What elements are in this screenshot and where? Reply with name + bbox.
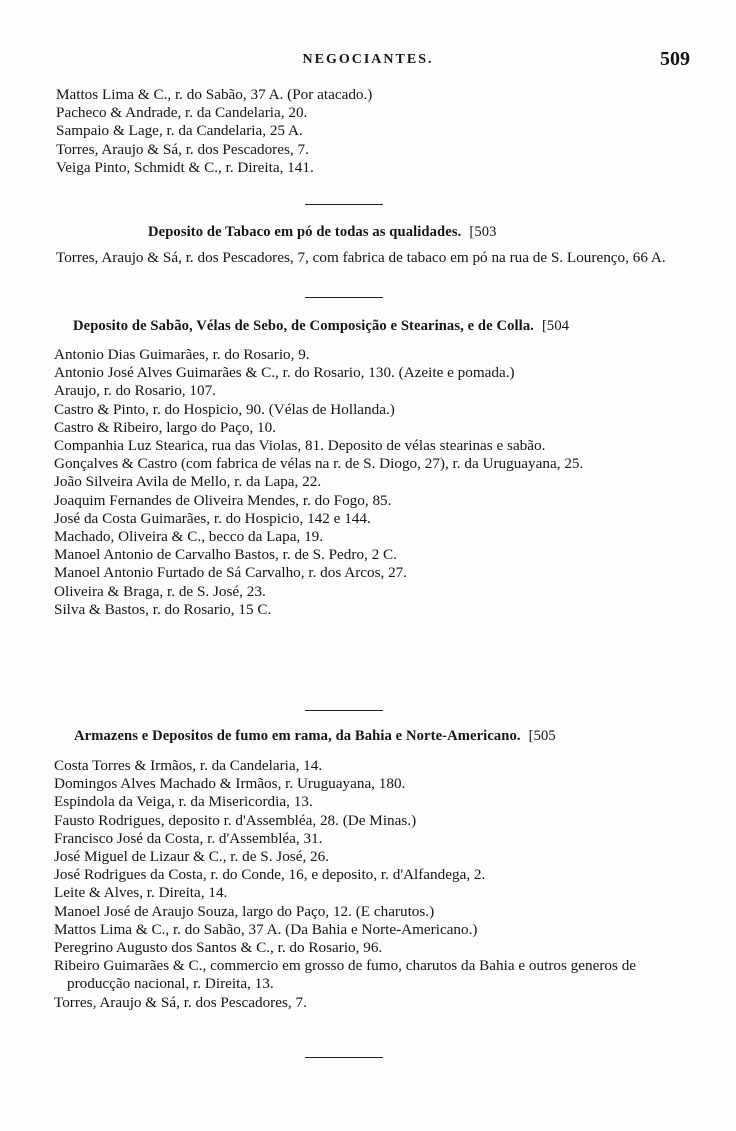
list-entry: Manoel José de Araujo Souza, largo do Paço, 12. (E charutos.) (54, 902, 435, 920)
section-code: [505 (528, 728, 556, 744)
list-entry: Castro & Pinto, r. do Hospicio, 90. (Vélas de Hollanda.) (54, 400, 395, 418)
list-entry: Mattos Lima & C., r. do Sabão, 37 A. (Por atacado.) (56, 86, 373, 103)
section-code: [504 (541, 318, 570, 334)
section-code: [503 (469, 224, 497, 240)
section-505-list (54, 757, 686, 1012)
list-entry: João Silveira Avila de Mello, r. da Lapa, 22. (54, 473, 322, 491)
list-entry: José Rodrigues da Costa, r. do Conde, 16, e deposito, r. d'Alfandega, 2. (54, 866, 486, 884)
list-entry: Mattos Lima & C., r. do Sabão, 37 A. (Da Bahia e Norte-Americano.) (54, 920, 478, 938)
section-divider (305, 710, 383, 711)
list-entry: Silva & Bastos, r. do Rosario, 15 C. (54, 600, 272, 618)
section-heading-503 (148, 224, 497, 241)
list-entry: Domingos Alves Machado & Irmãos, r. Uruguayana, 180. (54, 775, 406, 793)
running-title: NEGOCIANTES. (302, 52, 434, 67)
list-entry: Veiga Pinto, Schmidt & C., r. Direita, 141. (56, 158, 314, 176)
list-entry: Castro & Ribeiro, largo do Paço, 10. (54, 418, 277, 436)
list-entry: Companhia Luz Stearica, rua das Violas, 81. Deposito de vélas stearinas e sabão. (54, 437, 546, 455)
list-entry: Antonio José Alves Guimarães & C., r. do Rosario, 130. (Azeite e pomada.) (54, 364, 515, 382)
list-entry: Fausto Rodrigues, deposito r. d'Assembléa, 28. (De Minas.) (54, 811, 417, 829)
list-entry: Torres, Araujo & Sá, r. dos Pescadores, 7. (56, 140, 309, 158)
list-entry: Antonio Dias Guimarães, r. do Rosario, 9. (54, 346, 310, 363)
continued-list (56, 86, 696, 177)
list-entry: Machado, Oliveira & C., becco da Lapa, 19. (54, 528, 324, 546)
list-entry: Pacheco & Andrade, r. da Candelaria, 20. (56, 104, 308, 122)
list-entry: Manoel Antonio Furtado de Sá Carvalho, r. dos Arcos, 27. (54, 564, 408, 582)
list-entry: Torres, Araujo & Sá, r. dos Pescadores, 7, com fabrica de tabaco em pó na rua de S. Lourenço, 66 A. (56, 249, 666, 266)
list-entry: Costa Torres & Irmãos, r. da Candelaria, 14. (54, 757, 323, 774)
list-entry: José Miguel de Lizaur & C., r. de S. José, 26. (54, 848, 330, 866)
list-entry: Manoel Antonio de Carvalho Bastos, r. de S. Pedro, 2 C. (54, 546, 397, 564)
section-divider (305, 297, 383, 298)
section-divider (305, 204, 383, 205)
section-504-list (54, 346, 686, 619)
section-heading-text: Deposito de Sabão, Vélas de Sebo, de Composição e Stearinas, e de Colla. (73, 318, 534, 334)
list-entry: Torres, Araujo & Sá, r. dos Pescadores, 7. (54, 993, 307, 1011)
section-heading-text: Armazens e Depositos de fumo em rama, da Bahia e Norte-Americano. (74, 728, 521, 744)
list-entry: Leite & Alves, r. Direita, 14. (54, 884, 228, 902)
list-entry: Ribeiro Guimarães & C., commercio em grosso de fumo, charutos da Bahia e outros generos de producção nacional, r. Direita, 13. (54, 957, 637, 993)
list-entry: Araujo, r. do Rosario, 107. (54, 382, 216, 400)
list-entry: Oliveira & Braga, r. de S. José, 23. (54, 582, 266, 600)
section-heading-text: Deposito de Tabaco em pó de todas as qualidades. (148, 224, 462, 240)
list-entry: Joaquim Fernandes de Oliveira Mendes, r. do Fogo, 85. (54, 491, 392, 509)
page-number: 509 (660, 48, 690, 70)
section-heading-505 (74, 728, 556, 745)
list-entry: Francisco José da Costa, r. d'Assembléa, 31. (54, 829, 323, 847)
list-entry: José da Costa Guimarães, r. do Hospicio, 142 e 144. (54, 509, 371, 527)
section-divider (305, 1057, 383, 1058)
list-entry: Sampaio & Lage, r. da Candelaria, 25 A. (56, 122, 303, 140)
section-503-list (56, 249, 686, 267)
section-heading-504 (73, 318, 569, 335)
list-entry: Espindola da Veiga, r. da Misericordia, 13. (54, 793, 313, 811)
page-header (0, 48, 736, 72)
list-entry: Peregrino Augusto dos Santos & C., r. do Rosario, 96. (54, 939, 383, 957)
list-entry: Gonçalves & Castro (com fabrica de vélas na r. de S. Diogo, 27), r. da Uruguayana, 25. (54, 455, 584, 473)
